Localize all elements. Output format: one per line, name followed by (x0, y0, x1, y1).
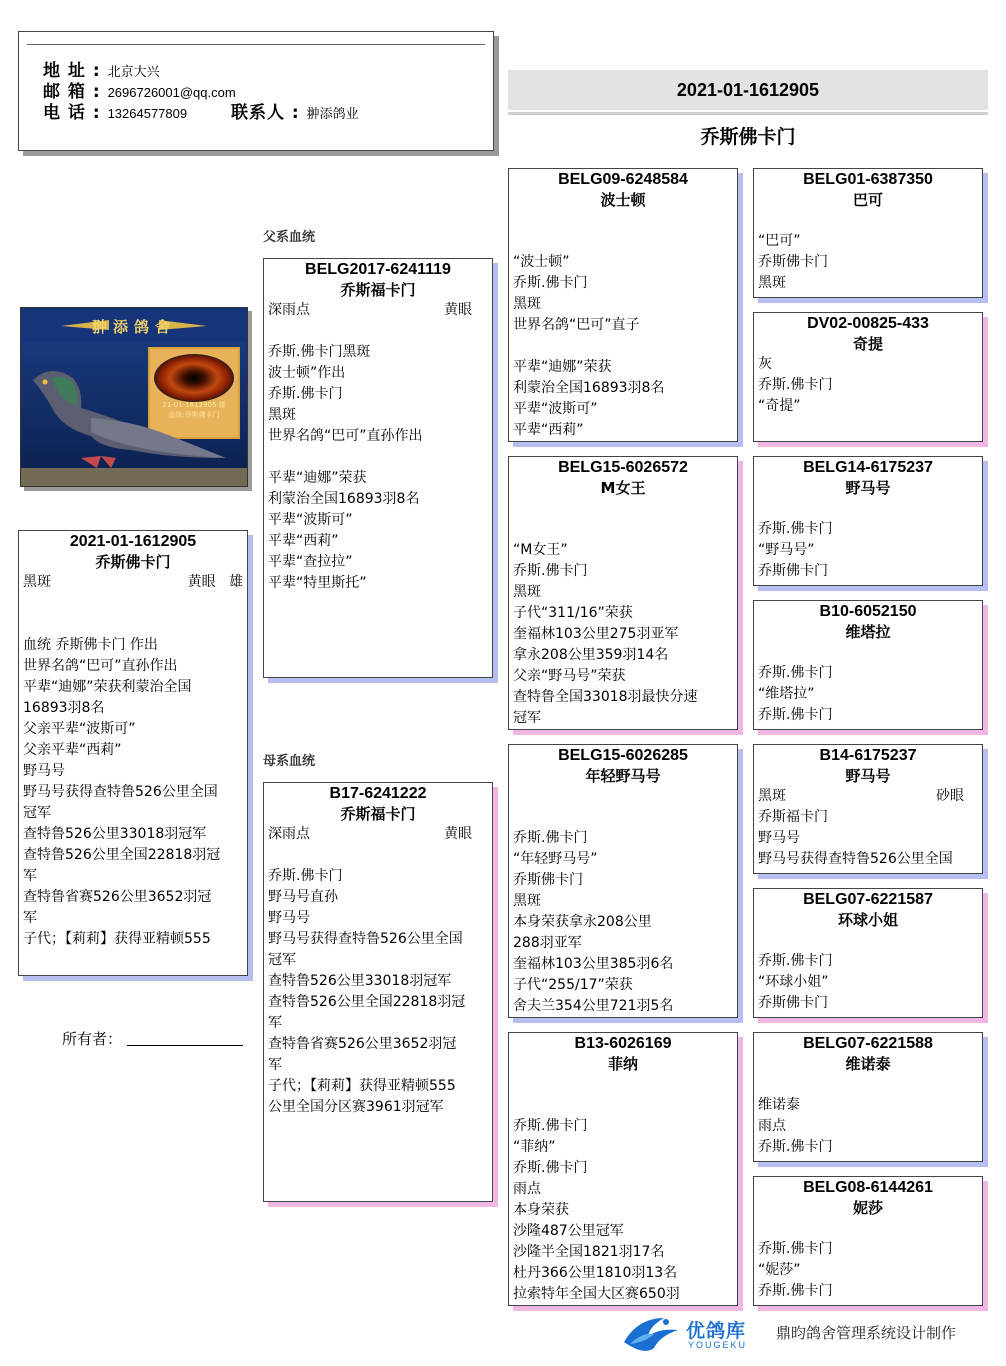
ggp-name: 奇提 (852, 335, 883, 353)
gp-name: 年轻野马号 (585, 767, 661, 785)
dam-ring-number: B17-6241222 (329, 785, 427, 802)
contact-person-label: 联系人 : (231, 103, 300, 123)
header-band (508, 70, 988, 112)
ggp-notes: 维诺泰 雨点 乔斯.佛卡门 (758, 1097, 833, 1155)
contact-card (18, 31, 494, 151)
phone-label: 电 话 : (43, 103, 101, 123)
gp-notes: 乔斯.佛卡门 “年轻野马号” 乔斯佛卡门 黑斑 本身荣获拿永208公里 288羽亚军 奎福林103公里385羽6名 子代“255/17”荣获 舍夫兰354公里721羽5名 (513, 830, 674, 1014)
gp-notes: 乔斯.佛卡门 “菲纳” 乔斯.佛卡门 雨点 本身荣获 沙隆487公里冠军 沙隆半全国1821羽17名 杜丹366公里1810羽13名 拉索特年全国大区赛650羽 (513, 1118, 680, 1302)
gp-name: M女王 (600, 479, 646, 497)
sire-name: 乔斯福卡门 (340, 281, 416, 299)
gp-notes: “波士顿” 乔斯.佛卡门 黑斑 世界名鸽“巴可”直子 平辈“迪娜”荣获 利蒙治全国16893羽8名 平辈“波斯可” 平辈“西莉” (513, 254, 665, 438)
address-label: 地 址 : (43, 61, 101, 81)
ggp-notes: 乔斯.佛卡门 “野马号” 乔斯佛卡门 (758, 521, 833, 579)
ggp-name: 妮莎 (852, 1199, 883, 1217)
ggp-card (753, 1032, 983, 1162)
ggp-name: 野马号 (845, 479, 891, 497)
ggp-name: 野马号 (845, 767, 891, 785)
ggp-attr-row (754, 786, 982, 807)
header-pigeon-name: 乔斯佛卡门 (700, 126, 796, 148)
owner-line (127, 1045, 243, 1046)
gp-ring-number: BELG09-6248584 (558, 171, 688, 188)
sire-eye: 黄眼 (444, 302, 472, 318)
ggp-ring-number: B14-6175237 (819, 747, 917, 764)
ggp-ring-number: BELG14-6175237 (803, 459, 933, 476)
header-ring-number: 2021-01-1612905 (676, 80, 820, 100)
ggp-ring-number: BELG01-6387350 (803, 171, 933, 188)
owner-label: 所有者： (62, 1030, 123, 1048)
logo-subtext: YOUGEKU (688, 1340, 748, 1350)
gp-ring-number: B13-6026169 (574, 1035, 672, 1052)
dam-card (263, 782, 493, 1202)
dam-notes: 乔斯.佛卡门 野马号直孙 野马号 野马号获得查特鲁526公里全国 冠军 查特鲁526公里33018羽冠军 查特鲁526公里全国22818羽冠 军 查特鲁省赛526公里3652羽冠 军 子代；【莉莉】获得亚精顿555 公里全国分区赛3961羽冠军 (268, 868, 466, 1115)
ggp-eye: 砂眼 (936, 788, 964, 804)
gp-ring-number: BELG15-6026285 (558, 747, 688, 764)
subject-sex: 雄 (229, 574, 243, 590)
dam-attr-row (264, 824, 492, 845)
ggp-notes: 乔斯.佛卡门 “维塔拉” 乔斯.佛卡门 (758, 665, 833, 723)
gp-notes: “M女王” 乔斯.佛卡门 黑斑 子代“311/16”荣获 奎福林103公里275羽亚军 拿永208公里359羽14名 父亲“野马号”荣获 查特鲁全国33018羽最快分速 冠军 (513, 542, 698, 726)
gp-ring-number: BELG15-6026572 (558, 459, 688, 476)
ggp-card (753, 744, 983, 874)
sire-ring-number: BELG2017-6241119 (305, 261, 451, 278)
subject-eye: 黄眼 (187, 574, 216, 590)
contact-person-value: 翀添鸽业 (306, 106, 359, 121)
sire-card (263, 258, 493, 678)
subject-notes: 血统 乔斯佛卡门 作出 世界名鸽“巴可”直孙作出 平辈“迪娜”荣获利蒙治全国 16893羽8名 父亲平辈“波斯可” 父亲平辈“西莉” 野马号 野马号获得查特鲁526公里全国 冠军 查特鲁526公里33018羽冠军 查特鲁526公里全国22818羽冠 军 查特鲁省赛526公里3652羽冠 军 子代；【莉莉】获得亚精顿555 (23, 637, 221, 947)
ggp-card (753, 168, 983, 298)
ggp-name: 维塔拉 (845, 623, 891, 641)
pigeon-photo (20, 307, 248, 487)
subject-card (18, 530, 248, 976)
subject-ring-number: 2021-01-1612905 (69, 533, 197, 550)
ggp-ring-number: BELG07-6221588 (803, 1035, 933, 1052)
footer (620, 1310, 1000, 1360)
phone-value: 13264577809 (107, 106, 188, 121)
ggp-notes: 灰 乔斯.佛卡门 “奇提” (758, 356, 833, 414)
email-label: 邮 箱 : (43, 82, 101, 102)
contact-person-row (231, 98, 359, 123)
footer-credit: 鼎昀鸽舍管理系统设计制作 (776, 1324, 957, 1342)
ggp-color: 黑斑 (758, 788, 786, 804)
dam-eye: 黄眼 (444, 826, 472, 842)
ggp-ring-number: BELG08-6144261 (803, 1179, 933, 1196)
ggp-card (753, 600, 983, 730)
dam-name: 乔斯福卡门 (340, 805, 416, 823)
logo-text: 优鸽库 (686, 1320, 747, 1342)
yougeku-logo-icon (620, 1312, 682, 1356)
subject-attr-row (19, 572, 247, 593)
address-value: 北京大兴 (107, 64, 160, 79)
ggp-notes: 乔斯.佛卡门 “环球小姐” 乔斯佛卡门 (758, 953, 833, 1011)
granddam-maternal-card (508, 1032, 738, 1306)
ggp-ring-number: BELG07-6221587 (803, 891, 933, 908)
ggp-card (753, 312, 983, 442)
sire-line-label: 父系血统 (263, 230, 316, 245)
contact-divider (27, 44, 485, 45)
ggp-ring-number: B10-6052150 (819, 603, 917, 620)
photo-banner: 翀添鸽舍 (91, 318, 176, 336)
ggp-name: 维诺泰 (845, 1055, 891, 1073)
ggp-card (753, 888, 983, 1018)
granddam-paternal-card (508, 456, 738, 730)
ggp-name: 巴可 (852, 191, 883, 209)
sire-color: 深雨点 (268, 302, 310, 318)
ggp-notes: “巴可” 乔斯佛卡门 黑斑 (758, 233, 828, 291)
grandsire-paternal-card (508, 168, 738, 442)
sire-attr-row (264, 300, 492, 321)
subject-color: 黑斑 (23, 574, 51, 590)
gp-name: 波士顿 (600, 191, 646, 209)
subject-eye-sex (188, 572, 243, 593)
ggp-card (753, 1176, 983, 1306)
sire-notes: 乔斯.佛卡门黑斑 波士顿”作出 乔斯.佛卡门 黑斑 世界名鸽“巴可”直孙作出 平辈“迪娜”荣获 利蒙治全国16893羽8名 平辈“波斯可” 平辈“西莉” 平辈“查拉拉” 平辈“特里斯托” (268, 344, 423, 591)
subject-name: 乔斯佛卡门 (95, 553, 171, 571)
gp-name: 菲纳 (607, 1055, 638, 1073)
dam-color: 深雨点 (268, 826, 310, 842)
ggp-notes: 乔斯.佛卡门 “妮莎” 乔斯.佛卡门 (758, 1241, 833, 1299)
owner-row (62, 1028, 243, 1049)
photo-caption-ring: 21-01-1612905 雄 (162, 401, 226, 409)
ggp-notes: 乔斯福卡门 野马号 野马号获得查特鲁526公里全国 (758, 809, 953, 867)
grandsire-maternal-card (508, 744, 738, 1018)
photo-caption-strain: 血统:乔斯佛卡门 (168, 411, 220, 419)
phone-row (43, 98, 187, 123)
ggp-ring-number: DV02-00825-433 (807, 315, 929, 332)
dam-line-label: 母系血统 (263, 754, 316, 769)
ggp-name: 环球小姐 (837, 911, 898, 929)
email-value[interactable]: 2696726001@qq.com (107, 85, 236, 100)
ggp-card (753, 456, 983, 586)
